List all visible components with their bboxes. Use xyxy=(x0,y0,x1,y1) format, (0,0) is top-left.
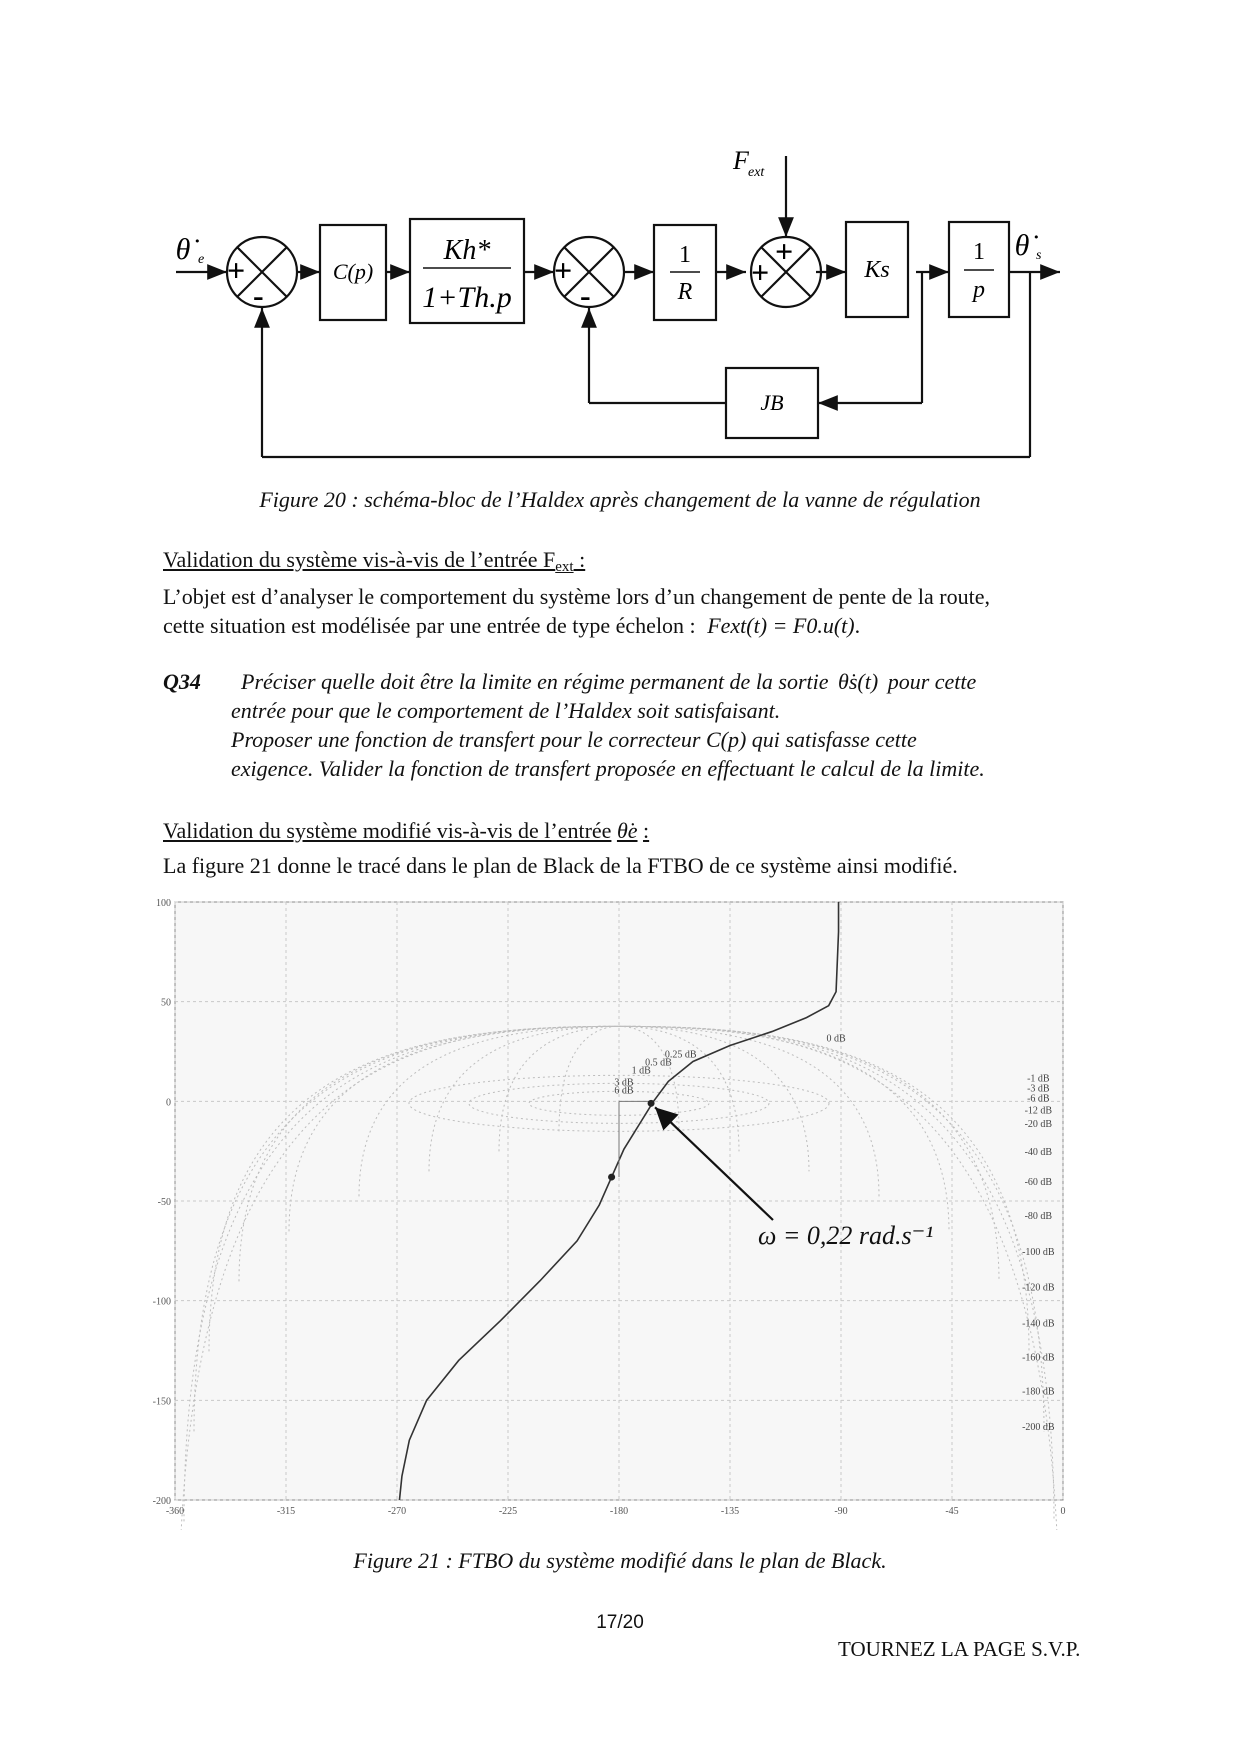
y-tick-label: -150 xyxy=(152,1396,171,1408)
sum1-minus: - xyxy=(253,277,264,313)
nichols-contour-label: 0.25 dB xyxy=(664,1049,697,1061)
nichols-contour-label: -100 dB xyxy=(1022,1246,1055,1258)
section-fext-line1: L’objet est d’analyser le comportement du système lors d’un changement de pente de la route, xyxy=(163,584,990,609)
block-ks: Ks xyxy=(864,257,890,283)
block-diagram xyxy=(0,0,1240,480)
nichols-contour-label: 3 dB xyxy=(614,1077,634,1089)
block-correcteur: C(p) xyxy=(332,259,374,284)
x-tick-label: -315 xyxy=(276,1506,296,1517)
section-theta xyxy=(163,816,1093,880)
x-tick-label: -135 xyxy=(720,1506,740,1517)
section-fext-line2: cette situation est modélisée par une entrée de type échelon : Fext(t) = F0.u(t). xyxy=(163,613,861,638)
section-theta-line1: La figure 21 donne le tracé dans le plan de Black de la FTBO de ce système ainsi modifié. xyxy=(163,853,958,878)
nichols-contour-label: -40 dB xyxy=(1024,1147,1053,1159)
y-tick-label: -100 xyxy=(152,1296,171,1308)
nichols-contour-label: 6 dB xyxy=(614,1085,634,1097)
y-tick-label: 0 xyxy=(166,1097,171,1109)
sum3-plus-top: + xyxy=(775,233,794,269)
q34-line4: exigence. Valider la fonction de transfert proposée en effectuant le calcul de la limite. xyxy=(231,756,985,781)
block-vanne-den: 1+Th.p xyxy=(422,281,512,314)
output-theta-sub: s xyxy=(1036,248,1042,263)
block-r-den: R xyxy=(677,279,693,305)
nichols-contour-label: -80 dB xyxy=(1024,1210,1053,1222)
input-theta-sub: e xyxy=(198,252,205,267)
nichols-contour-label: 1 dB xyxy=(631,1065,651,1077)
nichols-contour-label: -140 dB xyxy=(1022,1318,1055,1330)
ftbo-marker xyxy=(648,1100,655,1107)
q34-symbol: θ̇s(t) xyxy=(838,669,879,694)
nichols-contour-label: -120 dB xyxy=(1022,1282,1055,1294)
y-tick-label: -200 xyxy=(152,1496,171,1507)
turn-page-note: TOURNEZ LA PAGE S.V.P. xyxy=(838,1637,1081,1661)
question-q34 xyxy=(163,667,1083,783)
y-tick-label: -50 xyxy=(157,1197,171,1208)
q34-line3: Proposer une fonction de transfert pour le correcteur C(p) qui satisfasse cette xyxy=(231,727,917,752)
sum2-minus: - xyxy=(580,277,591,313)
x-tick-label: -360 xyxy=(165,1506,185,1517)
block-int-num: 1 xyxy=(973,239,985,265)
figure20-caption: Figure 20 : schéma-bloc de l’Haldex après changement de la vanne de régulation xyxy=(259,487,981,512)
section-theta-heading: Validation du système modifié vis-à-vis de l’entrée θ̇e : xyxy=(163,818,650,843)
x-tick-label: -180 xyxy=(609,1506,629,1517)
y-tick-label: 50 xyxy=(161,997,171,1009)
block-vanne-num: Kh* xyxy=(443,235,491,266)
disturbance-sub: ext xyxy=(748,165,765,180)
q34-label: Q34 xyxy=(163,669,201,694)
output-theta-label: θ̇ xyxy=(1014,229,1030,262)
nichols-contour-label: -20 dB xyxy=(1024,1119,1053,1131)
input-theta-label: θ̇ xyxy=(175,233,191,266)
nichols-contour-label: -1 dB xyxy=(1027,1073,1050,1085)
nichols-contour-label: 0 dB xyxy=(826,1033,846,1045)
figure21-caption: Figure 21 : FTBO du système modifié dans le plan de Black. xyxy=(353,1548,887,1573)
nichols-contour-label: -60 dB xyxy=(1024,1177,1053,1189)
nichols-contour-label: -160 dB xyxy=(1022,1352,1055,1364)
black-nichols-chart xyxy=(0,890,1240,1530)
ftbo-marker xyxy=(608,1174,615,1181)
omega-annotation: ω = 0,22 rad.s⁻¹ xyxy=(758,1221,934,1250)
x-tick-label: -45 xyxy=(945,1506,959,1517)
sum2-plus: + xyxy=(554,252,573,288)
nichols-contour-label: -3 dB xyxy=(1027,1083,1050,1095)
sum1-plus: + xyxy=(227,252,246,288)
q34-line1: Préciser quelle doit être la limite en régime permanent de la sortie θ̇s(t) pour cette xyxy=(241,669,977,694)
step-equation: Fext(t) = F0.u(t) xyxy=(707,613,855,638)
nichols-contour-label: -200 dB xyxy=(1022,1422,1055,1434)
section-fext xyxy=(163,545,1093,640)
x-tick-label: -225 xyxy=(498,1506,518,1517)
block-r-num: 1 xyxy=(679,242,691,268)
section-theta-symbol: θ̇e xyxy=(616,818,638,843)
x-tick-label: -270 xyxy=(387,1506,407,1517)
sum3-plus-left: + xyxy=(751,254,770,290)
block-jb: JB xyxy=(760,390,784,415)
page-number: 17/20 xyxy=(596,1612,644,1633)
x-tick-label: 0 xyxy=(1060,1506,1066,1517)
nichols-contour-label: -12 dB xyxy=(1024,1105,1053,1117)
y-tick-label: 100 xyxy=(156,898,171,909)
q34-line2: entrée pour que le comportement de l’Haldex soit satisfaisant. xyxy=(231,698,781,723)
x-tick-label: -90 xyxy=(834,1506,848,1517)
nichols-contour-label: -6 dB xyxy=(1027,1093,1050,1105)
nichols-contour-label: -180 dB xyxy=(1022,1386,1055,1398)
disturbance-label: F xyxy=(733,146,749,175)
section-fext-heading: Validation du système vis-à-vis de l’entrée Fext : xyxy=(163,547,586,575)
nichols-contour-label: 0.5 dB xyxy=(645,1057,672,1069)
block-int-den: p xyxy=(973,277,985,303)
